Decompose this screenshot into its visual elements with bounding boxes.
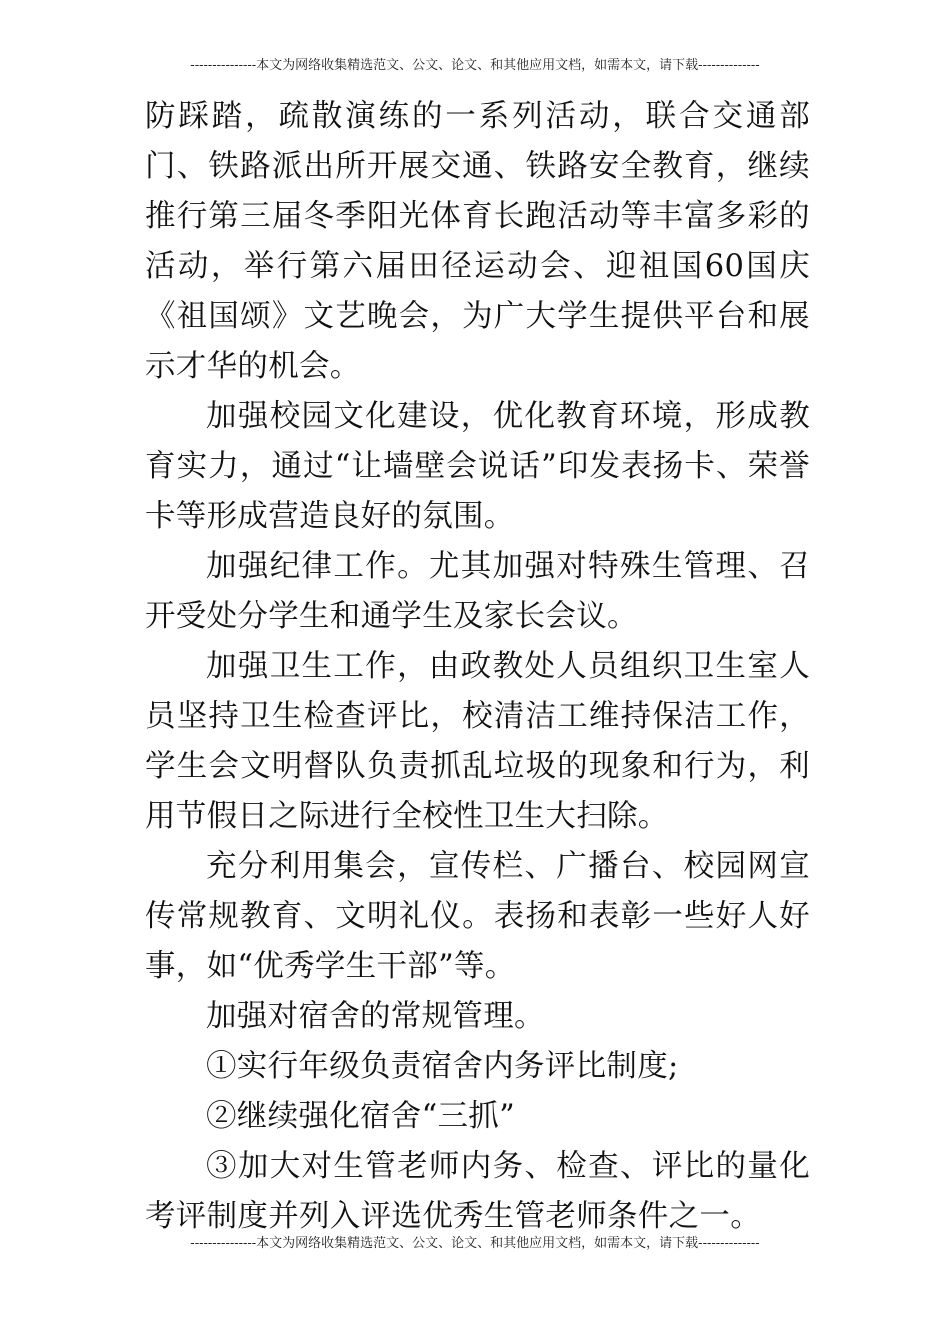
list-item-2: ②继续强化宿舍“三抓”: [206, 1099, 515, 1134]
paragraph-publicity: 充分利用集会，宣传栏、广播台、校园网宣传常规教育、文明礼仪。表扬和表彰一些好人好事，如“优秀学生干部”等。: [145, 849, 810, 984]
paragraph-campus-culture: 加强校园文化建设，优化教育环境，形成教育实力，通过“让墙壁会说话”印发表扬卡、荣誉卡等形成营造良好的氛围。: [145, 399, 810, 534]
paragraph-discipline: 加强纪律工作。尤其加强对特殊生管理、召开受处分学生和通学生及家长会议。: [145, 549, 810, 634]
page-footer: ---------------本文为网络收集精选范文、公文、论文、和其他应用文档，如需本文，请下载--------------: [190, 1236, 760, 1251]
paragraph-hygiene: 加强卫生工作，由政教处人员组织卫生室人员坚持卫生检查评比，校清洁工维持保洁工作，学生会文明督队负责抓乱垃圾的现象和行为，利用节假日之际进行全校性卫生大扫除。: [145, 649, 810, 834]
page-header: ---------------本文为网络收集精选范文、公文、论文、和其他应用文档，如需本文，请下载--------------: [190, 58, 760, 73]
paragraph-dorm-management: 加强对宿舍的常规管理。: [206, 999, 545, 1034]
list-item-1: ①实行年级负责宿舍内务评比制度;: [206, 1049, 679, 1084]
paragraph-continuation: 防踩踏，疏散演练的一系列活动，联合交通部门、铁路派出所开展交通、铁路安全教育，继续推行第三届冬季阳光体育长跑活动等丰富多彩的活动，举行第六届田径运动会、迎祖国60国庆《祖国颂》文艺晚会，为广大学生提供平台和展示才华的机会。: [145, 99, 810, 384]
document-body: [145, 92, 810, 1242]
list-item-3: ③加大对生管老师内务、检查、评比的量化考评制度并列入评选优秀生管老师条件之一。: [145, 1149, 810, 1234]
